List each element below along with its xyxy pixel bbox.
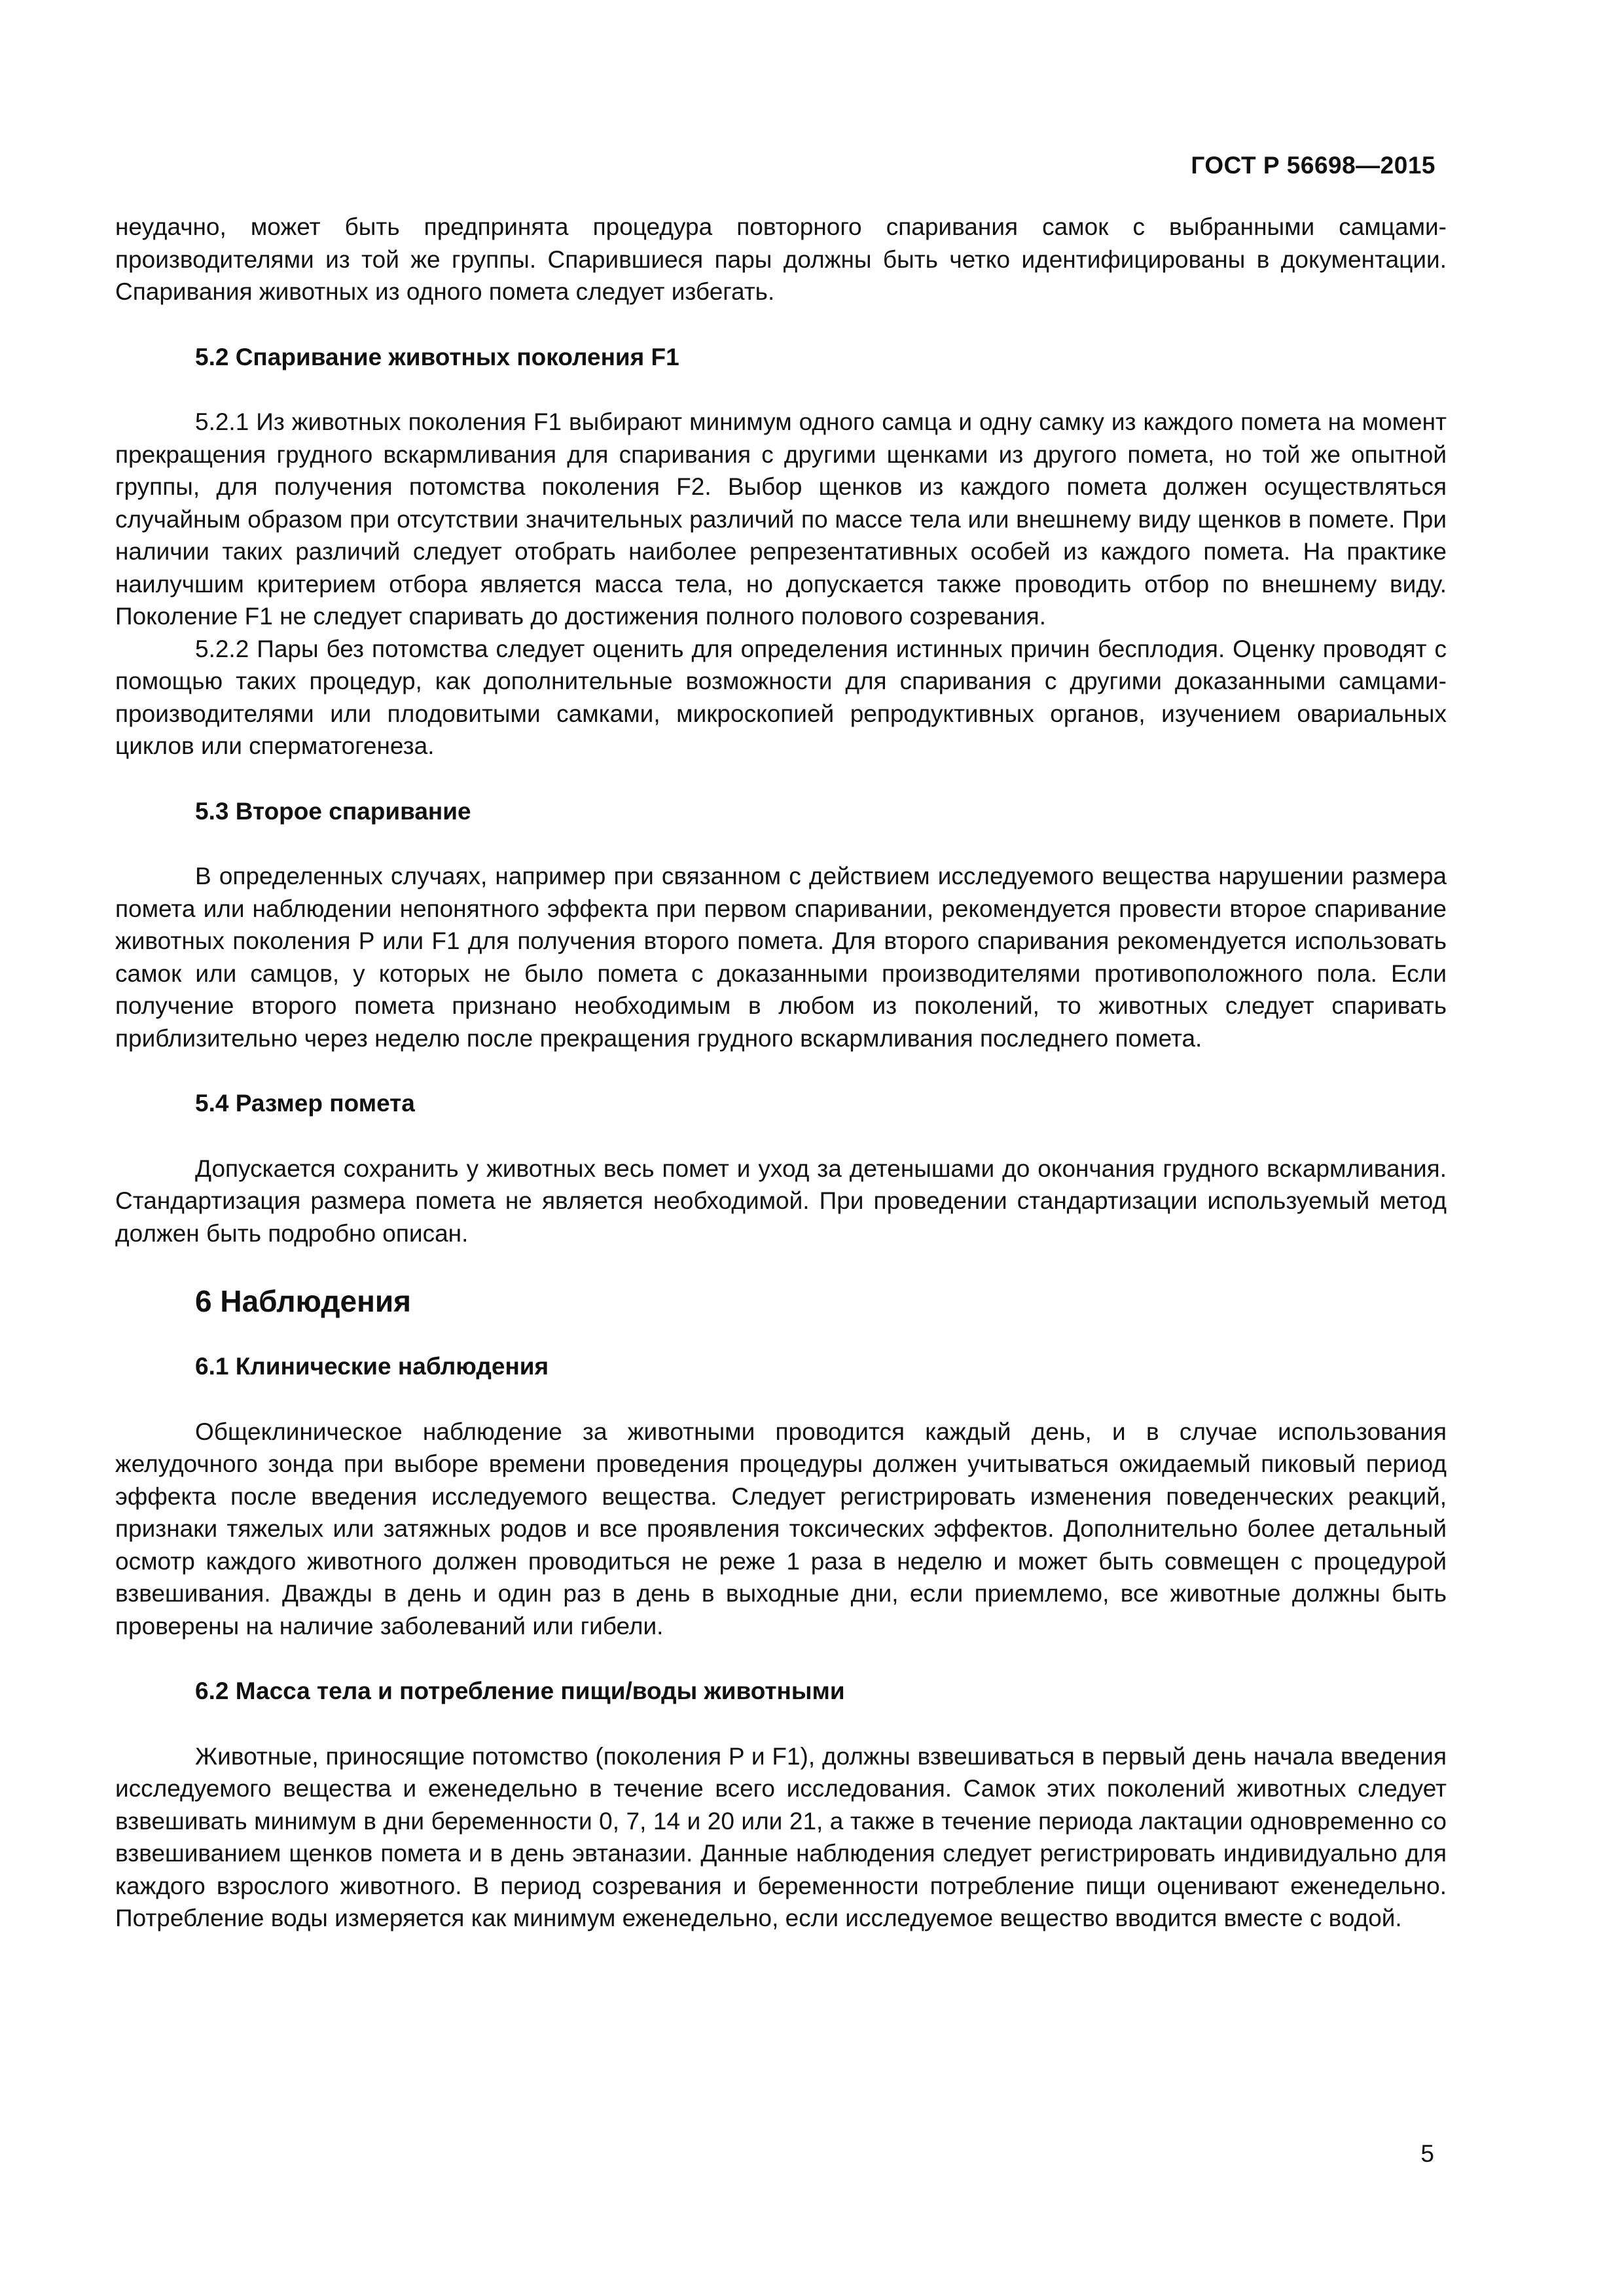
document-code-header: ГОСТ Р 56698—2015 <box>1191 152 1435 179</box>
section-6-1-heading: 6.1 Клинические наблюдения <box>195 1353 549 1380</box>
section-5-4-heading: 5.4 Размер помета <box>195 1090 415 1117</box>
section-5-3-paragraph: В определенных случаях, например при связанном с действием исследуемого вещества нарушении размера помета или наблюдении непонятного эффекта при первом спаривании, рекомендуется провести второе спаривание животных поколения P или F1 для получения второго помета. Для второго спаривания рекомендуется использовать самок или самцов, у которых не было помета с доказанными производителями противоположного пола. Если получение второго помета признано необходимым в любом из поколений, то животных следует спаривать приблизительно через неделю после прекращения грудного вскармливания последнего помета. <box>115 863 1447 1052</box>
section-6-heading: 6 Наблюдения <box>195 1284 412 1318</box>
page-number: 5 <box>1420 2140 1434 2167</box>
section-6-1-paragraph: Общеклиническое наблюдение за животными проводится каждый день, и в случае использования желудочного зонда при выборе времени проведения процедуры должен учитываться ожидаемый пиковый период эффекта после введения исследуемого вещества. Следует регистрировать изменения поведенческих реакций, признаки тяжелых или затяжных родов и все проявления токсических эффектов. Дополнительно более детальный осмотр каждого животного должен проводиться не реже 1 раза в неделю и может быть совмещен с процедурой взвешивания. Дважды в день и один раз в день в выходные дни, если приемлемо, все животные должны быть проверены на наличие заболеваний или гибели. <box>115 1418 1447 1640</box>
section-6-2-paragraph: Животные, приносящие потомство (поколения P и F1), должны взвешиваться в первый день начала введения исследуемого вещества и еженедельно в течение всего исследования. Самок этих поколений животных следует взвешивать минимум в дни беременности 0, 7, 14 и 20 или 21, а также в течение периода лактации одновременно со взвешиванием щенков помета и в день эвтаназии. Данные наблюдения следует регистрировать индивидуально для каждого взрослого животного. В период созревания и беременности потребление пищи оценивают еженедельно. Потребление воды измеряется как минимум еженедельно, если исследуемое вещество вводится вместе с водой. <box>115 1742 1447 1931</box>
document-body <box>115 211 1447 1935</box>
section-6-2-heading: 6.2 Масса тела и потребление пищи/воды животными <box>195 1677 845 1704</box>
section-5-3-heading: 5.3 Второе спаривание <box>195 797 471 825</box>
section-5-2-1-paragraph: 5.2.1 Из животных поколения F1 выбирают минимум одного самца и одну самку из каждого помета на момент прекращения грудного вскармливания для спаривания с другими щенками из другого помета, но той же опытной группы, для получения потомства поколения F2. Выбор щенков из каждого помета должен осуществляться случайным образом при отсутствии значительных различий по массе тела или внешнему виду щенков в помете. При наличии таких различий следует отобрать наиболее репрезентативных особей из каждого помета. На практике наилучшим критерием отбора является масса тела, но допускается также проводить отбор по внешнему виду. Поколение F1 не следует спаривать до достижения полного полового созревания. <box>115 408 1447 630</box>
intro-paragraph: неудачно, может быть предпринята процедура повторного спаривания самок с выбранными самцами-производителями из той же группы. Спарившиеся пары должны быть четко идентифицированы в документации. Спаривания животных из одного помета следует избегать. <box>115 213 1447 305</box>
section-5-2-2-paragraph: 5.2.2 Пары без потомства следует оценить для определения истинных причин бесплодия. Оценку проводят с помощью таких процедур, как дополнительные возможности для спаривания с другими доказанными самцами-производителями или плодовитыми самками, микроскопией репродуктивных органов, изучением овариальных циклов или сперматогенеза. <box>115 635 1447 759</box>
section-5-4-paragraph: Допускается сохранить у животных весь помет и уход за детенышами до окончания грудного вскармливания. Стандартизация размера помета не является необходимой. При проведении стандартизации используемый метод должен быть подробно описан. <box>115 1155 1447 1247</box>
section-5-2-heading: 5.2 Спаривание животных поколения F1 <box>195 343 679 370</box>
